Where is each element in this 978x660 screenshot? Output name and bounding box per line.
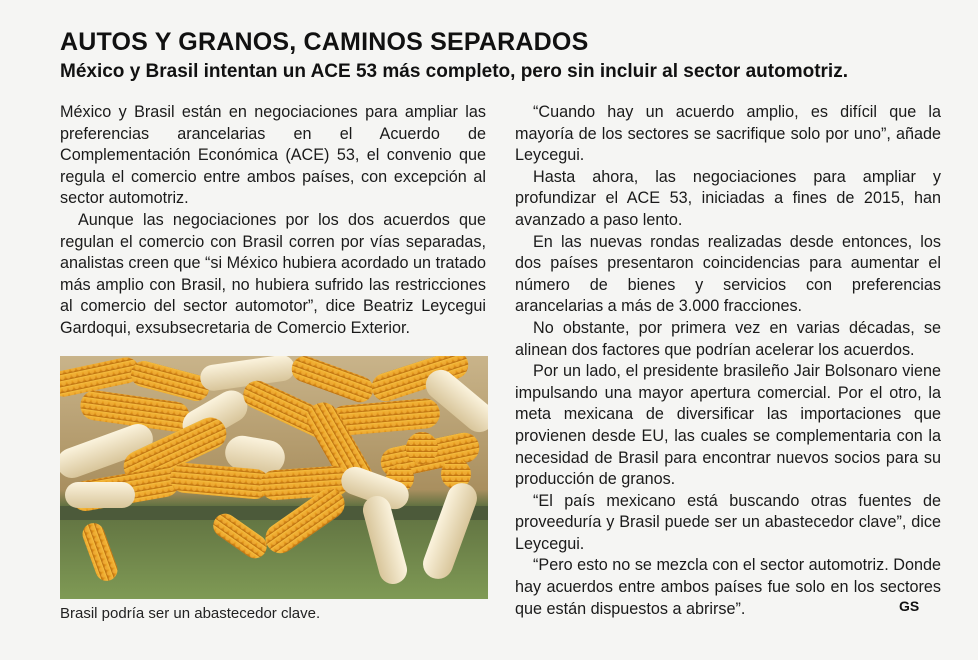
paragraph: No obstante, por primera vez en varias décadas, se alinean dos factores que podrían acelerar los acuerdos.: [515, 318, 941, 359]
paragraph: Por un lado, el presidente brasileño Jair Bolsonaro viene impulsando una mayor apertura comercial. Por el otro, la meta mexicana de diversificar las importaciones que provienen desde EU, las cuales se complementaria con la necesidad de Brasil para encontrar nuevos socios para su producción de granos.: [515, 362, 941, 489]
subheadline: México y Brasil intentan un ACE 53 más completo, pero sin incluir al sector automotriz.: [60, 61, 848, 82]
corn-cobs-photo: [60, 356, 488, 599]
paragraph: Hasta ahora, las negociaciones para ampliar y profundizar el ACE 53, iniciadas a fines de 2015, han avanzado a paso lento.: [515, 167, 941, 229]
paragraph: Aunque las negociaciones por los dos acuerdos que regulan el comercio con Brasil corren por vías separadas, analistas creen que “si México hubiera acordado un tratado más amplio con Brasil, no hubiera sufrido las restricciones al comercio del sector automotor”, dice Beatriz Leycegui Gardoqui, exsubsecretaria de Comercio Exterior.: [60, 210, 486, 337]
author-initials: GS: [899, 598, 920, 614]
photo-caption: Brasil podría ser un abastecedor clave.: [60, 605, 321, 622]
article-column-left: [60, 102, 486, 340]
corn-cobs-illustration: [60, 356, 488, 599]
paragraph: “Pero esto no se mezcla con el sector automotriz. Donde hay acuerdos entre ambos países fue solo en los sectores que están dispuestos a abrirse”.: [515, 556, 941, 618]
paragraph: En las nuevas rondas realizadas desde entonces, los dos países presentaron coincidencias para aumentar el número de bienes y servicios con preferencias arancelarias a más de 3.000 fracciones.: [515, 232, 941, 316]
paragraph: México y Brasil están en negociaciones para ampliar las preferencias arancelarias en el Acuerdo de Complementación Económica (ACE) 53, el convenio que regula el comercio entre ambos países, con excepción al sector automotriz.: [60, 103, 486, 208]
paragraph: “Cuando hay un acuerdo amplio, es difícil que la mayoría de los sectores se sacrifique solo por uno”, añade Leycegui.: [515, 103, 941, 165]
article-column-right: [515, 102, 941, 620]
headline: AUTOS Y GRANOS, CAMINOS SEPARADOS: [60, 28, 589, 56]
paragraph: “El país mexicano está buscando otras fuentes de proveeduría y Brasil puede ser un abastecedor clave”, dice Leycegui.: [515, 491, 941, 553]
